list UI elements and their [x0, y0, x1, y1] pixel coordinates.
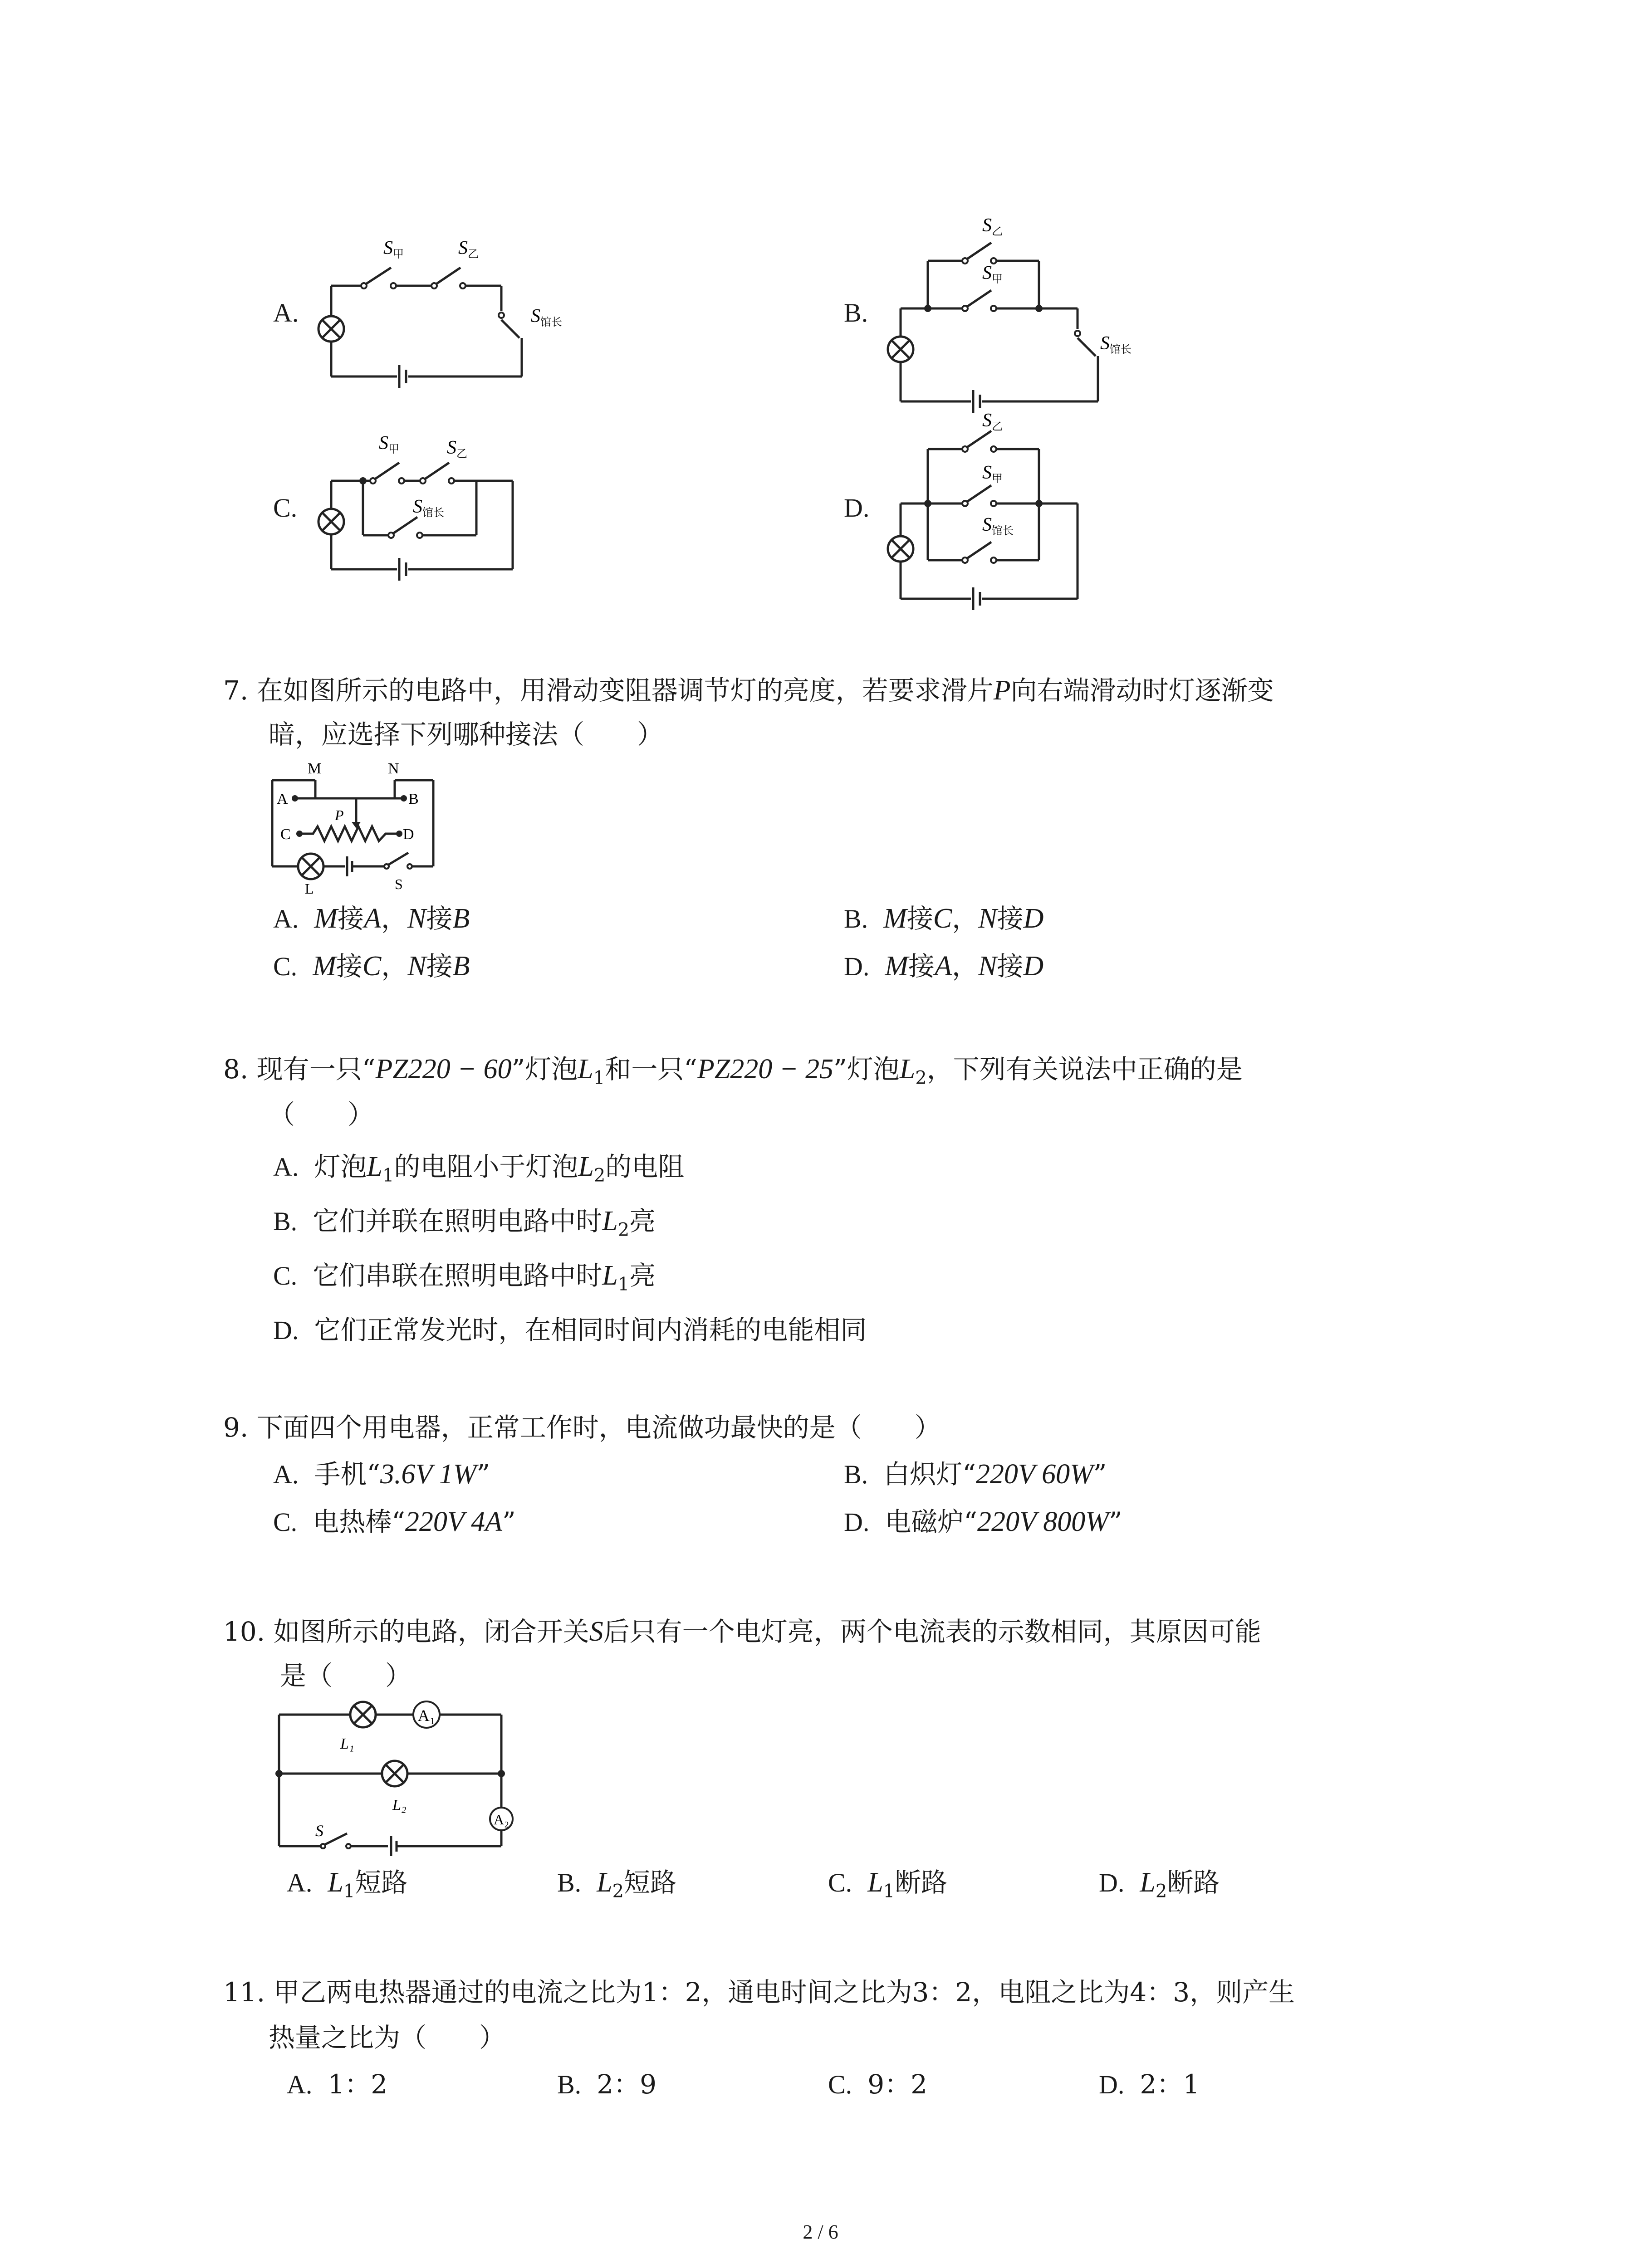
q8-option-a: A. 灯泡$L_1$的电阻小于灯泡$L_2$的电阻	[273, 1151, 685, 1186]
q10-fig-label-l2: L₂	[392, 1797, 407, 1813]
q10-option-b: B. $L_2$短路	[557, 1867, 677, 1902]
q6d-switch-yi: S乙	[982, 410, 1003, 433]
q7-var-p: P	[993, 675, 1011, 706]
q6a-switch-jia: S甲	[383, 238, 404, 260]
q7-option-d: D. M接A，N接D	[844, 951, 1044, 982]
q6c-switch-jia: S甲	[379, 433, 399, 455]
q6d-switch-guanzhang: S馆长	[982, 514, 1014, 537]
q11-stem-line1: 11. 甲乙两电热器通过的电流之比为1：2，通电时间之比为3：2，电阻之比为4：3，则产生	[223, 1977, 1295, 2008]
q11-option-d: D. 2：1	[1099, 2069, 1200, 2100]
q6-option-b-label: B.	[844, 298, 868, 327]
q6-option-c-label: C.	[273, 493, 298, 523]
q6a-switch-yi: S乙	[458, 238, 479, 260]
q6-option-d-label: D.	[844, 493, 870, 523]
q6d-switch-jia: S甲	[982, 462, 1003, 485]
q7-fig-label-s: S	[395, 876, 403, 892]
q8-option-c: C. 它们串联在照明电路中时$L_1$亮	[273, 1260, 656, 1295]
q7-option-b: B. M接C，N接D	[844, 903, 1044, 934]
q9-stem: 9. 下面四个用电器，正常工作时，电流做功最快的是（ ）	[223, 1412, 941, 1443]
q8-stem-line2: （ ）	[269, 1099, 374, 1130]
q10-option-a: A. $L_1$短路	[287, 1867, 408, 1902]
q11-option-b: B. 2：9	[557, 2069, 656, 2100]
q7-fig-label-b: B	[408, 791, 419, 807]
q7-fig-label-a: A	[277, 791, 288, 807]
q9-option-d: D. 电磁炉“220V 800W”	[844, 1506, 1122, 1537]
q6c-switch-guanzhang: S馆长	[413, 496, 444, 519]
q10-fig-label-s: S	[315, 1822, 323, 1840]
q7-stem-line2: 暗，应选择下列哪种接法（ ）	[269, 719, 664, 750]
q10-option-c: C. $L_1$断路	[828, 1867, 948, 1902]
q6b-switch-yi: S乙	[982, 215, 1003, 238]
q9-option-a: A. 手机“3.6V 1W”	[273, 1459, 490, 1490]
q8-option-b: B. 它们并联在照明电路中时$L_2$亮	[273, 1206, 656, 1241]
q7-fig-label-c: C	[280, 826, 291, 843]
q6c-switch-yi: S乙	[447, 437, 467, 460]
q7-stem-line1	[223, 667, 1274, 714]
q7-option-c: C. M接C，N接B	[273, 951, 470, 982]
q10-option-d: D. $L_2$断路	[1099, 1867, 1220, 1902]
q11-stem-line2: 热量之比为（ ）	[269, 2022, 506, 2053]
q10-stem-line2: 是（ ）	[280, 1660, 412, 1691]
q7-option-a: A. M接A，N接B	[273, 903, 470, 934]
q7-number: 7.	[223, 675, 249, 706]
q10-fig-label-l1: L₁	[340, 1735, 354, 1752]
q6b-switch-jia: S甲	[982, 263, 1003, 285]
q10-stem-line1: 10. 如图所示的电路，闭合开关S后只有一个电灯亮，两个电流表的示数相同，其原因可能	[223, 1616, 1261, 1647]
q10-fig-ammeter-a1: A₁	[417, 1706, 436, 1725]
q7-fig-label-p: P	[335, 807, 344, 823]
q6a-switch-guanzhang: S馆长	[531, 306, 562, 328]
q9-option-c: C. 电热棒“220V 4A”	[273, 1506, 516, 1537]
q7-fig-label-m: M	[308, 760, 322, 777]
q7-fig-label-n: N	[388, 760, 399, 777]
q6b-switch-guanzhang: S馆长	[1100, 333, 1132, 356]
q7-fig-label-d: D	[403, 826, 414, 843]
q10-fig-ammeter-a2: A₂	[493, 1811, 509, 1828]
q6-option-a-label: A.	[273, 298, 299, 327]
q11-option-a: A. 1：2	[287, 2069, 388, 2100]
q8-stem-line1: 8. 现有一只“PZ220 − 60”灯泡$L_1$和一只“PZ220 − 25”灯泡$L_2$，下列有关说法中正确的是	[223, 1054, 1243, 1089]
q11-option-c: C. 9：2	[828, 2069, 927, 2100]
q9-option-b: B. 白炽灯“220V 60W”	[844, 1459, 1107, 1490]
q7-stem-pre: 在如图所示的电路中，用滑动变阻器调节灯的亮度，若要求滑片	[256, 675, 994, 706]
q8-option-d: D. 它们正常发光时，在相同时间内消耗的电能相同	[273, 1315, 867, 1345]
q7-stem-post: 向右端滑动时灯逐渐变	[1010, 675, 1274, 706]
page-number: 2 / 6	[803, 2221, 838, 2243]
q7-fig-label-l: L	[305, 880, 314, 897]
